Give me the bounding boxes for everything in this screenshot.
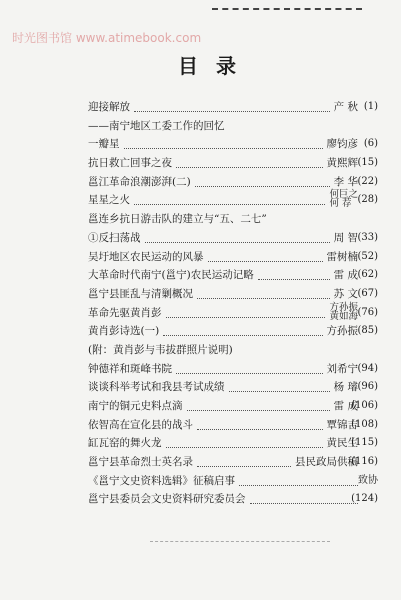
toc-entry-page: (6) bbox=[363, 138, 378, 150]
toc-entry-title: 依智高在宣化县的战斗 bbox=[88, 418, 193, 431]
toc-entry-title: 抗日救亡回事之夜 bbox=[88, 157, 172, 170]
dot-leader bbox=[166, 446, 323, 448]
toc-entry-page: (116) bbox=[351, 456, 378, 468]
toc-entry-author: 黄熙辉 bbox=[326, 157, 358, 170]
toc-entry-author: 杨 璿 bbox=[333, 381, 358, 394]
toc-entry-page: (115) bbox=[351, 437, 378, 449]
toc-entry-title: 黄肖彭诗选(一) bbox=[88, 325, 160, 338]
dot-leader bbox=[134, 110, 330, 112]
dot-leader bbox=[258, 278, 330, 280]
toc-entry-title: 革命先驱黄肖彭 bbox=[88, 306, 162, 319]
toc-entry-page: 致协 bbox=[358, 474, 378, 486]
toc-entry-author: 刘希宁 bbox=[326, 362, 358, 375]
toc-entry bbox=[88, 231, 378, 245]
dot-leader bbox=[187, 409, 330, 411]
dot-leader bbox=[176, 166, 323, 168]
toc-entry-page: (108) bbox=[351, 418, 378, 430]
toc-entry-author: 何巨之 何 荐 bbox=[329, 189, 358, 210]
toc-entry-author: 雷 成 bbox=[333, 400, 358, 412]
toc-entry bbox=[88, 343, 362, 357]
dot-leader bbox=[250, 502, 359, 504]
dot-leader bbox=[134, 203, 325, 205]
toc-entry-title: ——南宁地区工委工作的回忆 bbox=[88, 119, 225, 132]
toc-entry-title: 南宁的铜元史料点滴 bbox=[88, 400, 183, 412]
toc-entry-page: (52) bbox=[357, 250, 378, 262]
dot-leader bbox=[195, 185, 330, 187]
toc-entry-title: 吴圩地区农民运动的风暴 bbox=[88, 250, 204, 263]
dot-leader bbox=[145, 241, 330, 243]
toc-entry bbox=[88, 156, 378, 170]
toc-entry bbox=[88, 175, 378, 189]
toc-entry-title: 邕连乡抗日游击队的建立与“五、二七” bbox=[88, 213, 267, 226]
toc-entry-title: (附：黄肖彭与韦拔群照片说明) bbox=[88, 343, 233, 356]
dot-leader bbox=[124, 147, 323, 149]
toc-entry-author: 雷树楠 bbox=[326, 250, 358, 263]
page-title: 目录 bbox=[178, 54, 254, 78]
toc-entry-page: (106) bbox=[351, 400, 378, 411]
toc-list bbox=[88, 100, 378, 511]
toc-entry bbox=[88, 418, 378, 432]
toc-entry bbox=[88, 301, 378, 322]
toc-entry-author: 方孙振 黄如海 bbox=[329, 301, 358, 322]
dot-leader bbox=[239, 484, 358, 486]
toc-entry-title: 缸瓦窑的舞火龙 bbox=[88, 437, 162, 450]
toc-entry bbox=[88, 100, 378, 114]
toc-entry-page: (124) bbox=[351, 493, 378, 505]
toc-entry bbox=[88, 492, 378, 506]
scan-artifact-line bbox=[150, 541, 330, 542]
dot-leader bbox=[197, 297, 330, 299]
toc-entry bbox=[88, 474, 378, 488]
toc-entry-page: (76) bbox=[357, 306, 378, 318]
toc-entry-page: (15) bbox=[357, 157, 378, 169]
toc-entry-title: 邕宁县革命烈士英名录 bbox=[88, 456, 193, 469]
toc-entry-title: ①反扫荡战 bbox=[88, 231, 141, 244]
dot-leader bbox=[166, 316, 326, 318]
toc-entry-author: 县民政局供稿 bbox=[295, 456, 358, 469]
toc-entry-title: 钟德祥和斑峰书院 bbox=[88, 362, 172, 375]
scan-mark bbox=[212, 8, 362, 12]
toc-entry bbox=[88, 380, 378, 394]
toc-entry bbox=[88, 212, 362, 226]
toc-entry bbox=[88, 268, 378, 282]
toc-entry-page: (67) bbox=[357, 287, 378, 299]
dot-leader bbox=[229, 390, 330, 392]
toc-entry-title: 一瓣星 bbox=[88, 138, 120, 151]
watermark: 时光图书馆 www.atimebook.com bbox=[12, 31, 202, 45]
toc-entry-page: (94) bbox=[357, 362, 378, 374]
toc-entry-page: (33) bbox=[357, 231, 378, 243]
toc-entry bbox=[88, 455, 378, 469]
toc-entry-title: 大革命时代南宁(邕宁)农民运动记略 bbox=[88, 269, 254, 282]
toc-entry bbox=[88, 137, 378, 151]
toc-entry-author: 产 秋 bbox=[333, 101, 358, 113]
toc-entry-author: 廖钧彦 bbox=[326, 138, 358, 151]
toc-entry-page: (22) bbox=[357, 175, 378, 187]
toc-entry-title: 星星之火 bbox=[88, 194, 130, 207]
toc-entry-title: 邕江革命浪潮澎湃(二) bbox=[88, 175, 191, 188]
toc-entry-title: 邕宁县匪乱与清剿概况 bbox=[88, 287, 193, 300]
toc-entry-page: (85) bbox=[357, 325, 378, 337]
toc-entry bbox=[88, 324, 378, 338]
dot-leader bbox=[197, 465, 291, 467]
toc-entry-author: 苏 文 bbox=[333, 287, 358, 300]
toc-entry bbox=[88, 189, 378, 210]
toc-entry-page: (62) bbox=[357, 269, 378, 281]
toc-entry-page: (96) bbox=[357, 381, 378, 393]
dot-leader bbox=[176, 372, 323, 374]
toc-entry bbox=[88, 119, 362, 133]
toc-entry-title: 《邕宁文史资料选辑》征稿启事 bbox=[88, 474, 235, 487]
toc-entry-author: 李 华 bbox=[333, 175, 358, 188]
toc-entry bbox=[88, 436, 378, 450]
toc-entry-author: 雷 成 bbox=[333, 269, 358, 282]
toc-entry-title: 谈谈科举考试和我县考试成绩 bbox=[88, 381, 225, 394]
toc-entry-author: 黄民生 bbox=[326, 437, 358, 450]
dot-leader bbox=[197, 428, 323, 430]
toc-entry-title: 迎接解放 bbox=[88, 101, 130, 113]
toc-entry bbox=[88, 287, 378, 301]
toc-entry-page: (1) bbox=[363, 101, 378, 112]
toc-entry-title: 邕宁县委员会文史资料研究委员会 bbox=[88, 493, 246, 506]
toc-entry-author: 方孙振 bbox=[326, 325, 358, 338]
toc-entry bbox=[88, 362, 378, 376]
dot-leader bbox=[163, 334, 322, 336]
dot-leader bbox=[208, 260, 323, 262]
toc-entry-author: 覃锦吉 bbox=[326, 418, 358, 431]
toc-entry-page: (28) bbox=[357, 194, 378, 206]
toc-entry bbox=[88, 250, 378, 264]
toc-entry-author: 周 智 bbox=[333, 231, 358, 244]
toc-entry bbox=[88, 399, 378, 413]
